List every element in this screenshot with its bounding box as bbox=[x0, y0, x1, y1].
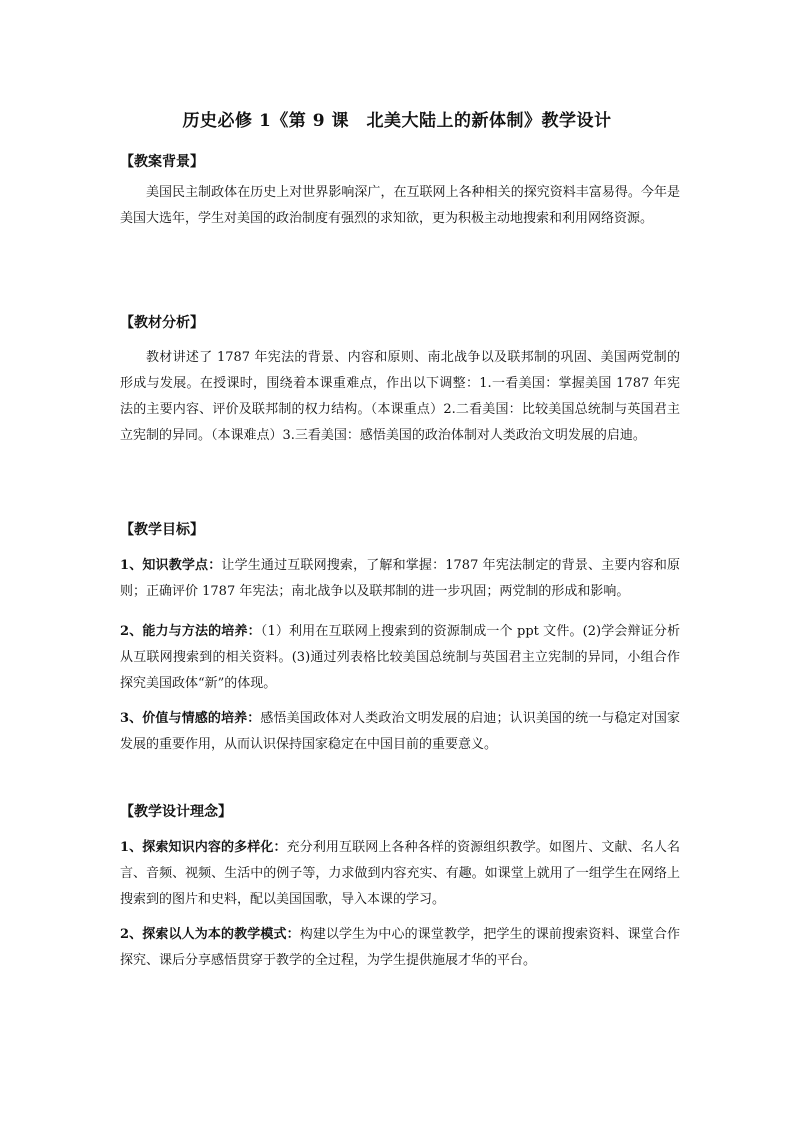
textbook-analysis-paragraph: 教材讲述了 1787 年宪法的背景、内容和原则、南北战争以及联邦制的巩固、美国两党制的形成与发展。在授课时，围绕着本课重难点，作出以下调整：1.一看美国：掌握美国 1787 年宪法的主要内容、评价及联邦制的权力结构。（本课重点）2.二看美国：比较美国总统制与英国君主立宪制的异同。（本课难点）3.三看美国：感悟美国的政治体制对人类政治文明发展的启迪。 bbox=[120, 350, 680, 443]
section-heading-background: 【教案背景】 bbox=[120, 154, 204, 170]
document-title: 历史必修 1《第 9 课 北美大陆上的新体制》教学设计 bbox=[182, 111, 612, 131]
philosophy-diversity-paragraph bbox=[120, 835, 680, 913]
philosophy-student-centered-lead: 2、探索以人为本的教学模式： bbox=[120, 927, 300, 942]
goal-knowledge-paragraph bbox=[120, 553, 680, 605]
goal-ability-paragraph bbox=[120, 619, 680, 697]
goal-ability-lead: 2、能力与方法的培养： bbox=[120, 624, 261, 639]
goal-ability-text: （1）利用在互联网上搜索到的资源制成一个 ppt 文件。(2)学会辩证分析从互联网搜索到的相关资料。(3)通过列表格比较美国总统制与英国君主立宪制的异同，小组合作探究美国政体“新”的体现。 bbox=[120, 624, 680, 691]
goal-knowledge-text: 让学生通过互联网搜索，了解和掌握：1787 年宪法制定的背景、主要内容和原则；正确评价 1787 年宪法；南北战争以及联邦制的进一步巩固；两党制的形成和影响。 bbox=[120, 558, 681, 599]
philosophy-student-centered-text: 构建以学生为中心的课堂教学，把学生的课前搜索资料、课堂合作探究、课后分享感悟贯穿于教学的全过程，为学生提供施展才华的平台。 bbox=[120, 927, 680, 968]
section-heading-textbook-analysis: 【教材分析】 bbox=[120, 315, 204, 331]
section-heading-design-philosophy: 【教学设计理念】 bbox=[120, 804, 232, 820]
section-heading-teaching-goals: 【教学目标】 bbox=[120, 522, 204, 538]
goal-values-lead: 3、价值与情感的培养： bbox=[120, 711, 261, 726]
goal-knowledge-lead: 1、知识教学点： bbox=[120, 558, 222, 573]
goal-values-paragraph bbox=[120, 706, 680, 758]
goal-values-text: 感悟美国政体对人类政治文明发展的启迪；认识美国的统一与稳定对国家发展的重要作用，从而认识保持国家稳定在中国目前的重要意义。 bbox=[120, 711, 680, 752]
philosophy-diversity-text: 充分利用互联网上各种各样的资源组织教学。如图片、文献、名人名言、音频、视频、生活中的例子等，力求做到内容充实、有趣。如课堂上就用了一组学生在网络上搜索到的图片和史料，配以美国国歌，导入本课的学习。 bbox=[120, 840, 680, 907]
philosophy-diversity-lead: 1、探索知识内容的多样化： bbox=[120, 840, 287, 855]
background-paragraph: 美国民主制政体在历史上对世界影响深广，在互联网上各种相关的探究资料丰富易得。今年是美国大选年，学生对美国的政治制度有强烈的求知欲，更为积极主动地搜索和利用网络资源。 bbox=[120, 185, 680, 226]
philosophy-student-centered-paragraph bbox=[120, 922, 680, 974]
